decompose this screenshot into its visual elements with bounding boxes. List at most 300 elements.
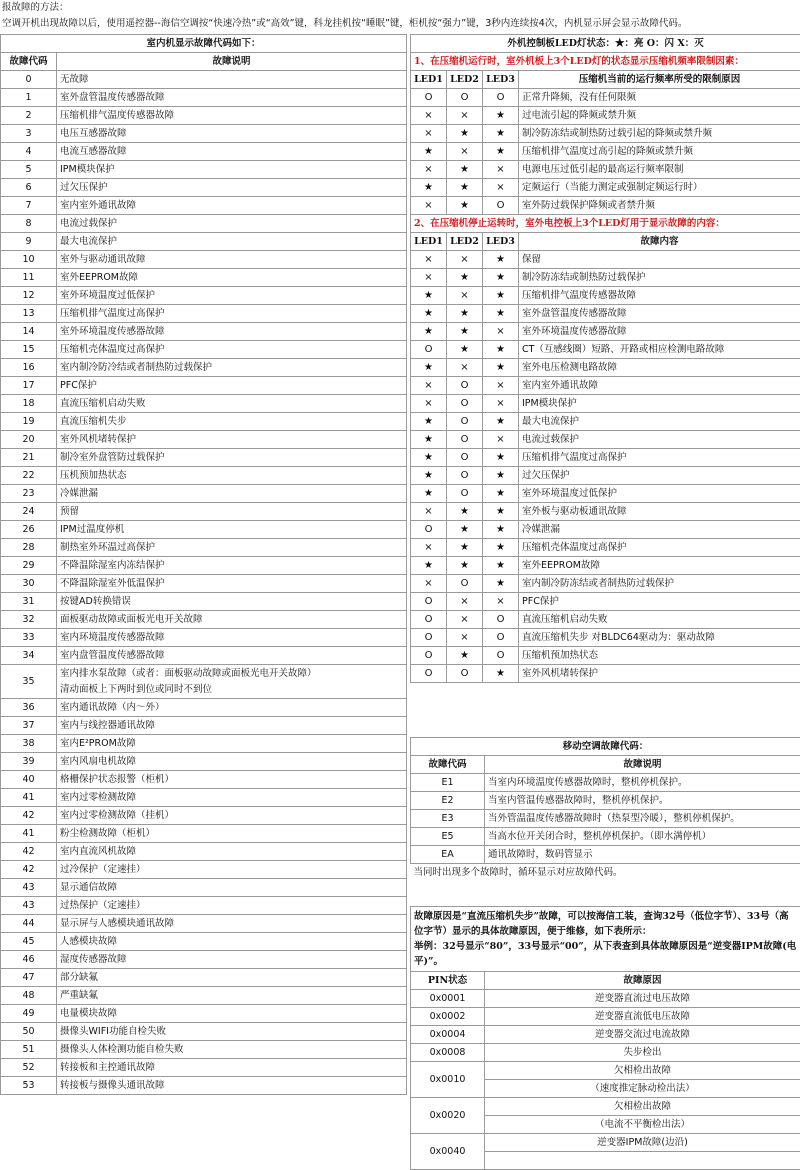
led-header: LED2	[447, 233, 483, 251]
fault-code: 45	[1, 933, 57, 951]
fault-code: 6	[1, 179, 57, 197]
led-state: ★	[483, 269, 519, 287]
led-state: ×	[411, 269, 447, 287]
led-reason: 压缩机排气温度过高保护	[519, 449, 800, 467]
led-row	[411, 611, 800, 629]
led-state: O	[483, 629, 519, 647]
led-header: LED2	[447, 71, 483, 89]
fault-desc: 制冷室外盘管防过载保护	[57, 449, 407, 467]
fault-desc: 过冷保护（定速挂）	[57, 861, 407, 879]
led-row	[411, 665, 800, 683]
intro-line-1: 报故障的方法：	[2, 0, 798, 16]
led-row	[411, 557, 800, 575]
led-reason: 压缩机排气温度传感器故障	[519, 287, 800, 305]
fault-desc: 室内E²PROM故障	[57, 735, 407, 753]
fault-row	[1, 593, 407, 611]
led-state: ×	[411, 161, 447, 179]
led-row	[411, 503, 800, 521]
fault-desc: 电量模块故障	[57, 1005, 407, 1023]
fault-row	[1, 735, 407, 753]
fault-row	[1, 179, 407, 197]
fault-code: 26	[1, 521, 57, 539]
led-state: ×	[483, 395, 519, 413]
col-header-code: 故障代码	[1, 53, 57, 71]
fault-desc-line: 清动面板上下两时到位或同时不到位	[60, 682, 403, 698]
fault-code: 30	[1, 575, 57, 593]
led-state: ★	[447, 161, 483, 179]
pin-reason-detail: （电流不平衡检出法）	[485, 1116, 800, 1134]
fault-row	[1, 233, 407, 251]
led-state: O	[411, 647, 447, 665]
reason-header: 故障内容	[519, 233, 800, 251]
led-state: O	[411, 521, 447, 539]
led-state: ★	[483, 125, 519, 143]
led-row	[411, 395, 800, 413]
led-state: ×	[447, 593, 483, 611]
fault-desc: 最大电流保护	[57, 233, 407, 251]
led-state: O	[447, 395, 483, 413]
fault-desc: 摄像头人体检测功能自检失败	[57, 1041, 407, 1059]
pin-reason: 逆变器直流过电压故障	[485, 990, 800, 1008]
fault-desc: 室外环境温度过低保护	[57, 287, 407, 305]
fault-desc: 格栅保护状态报警（柜机）	[57, 771, 407, 789]
fault-row	[1, 1059, 407, 1077]
fault-desc: 室内直流风机故障	[57, 843, 407, 861]
led-state: O	[447, 413, 483, 431]
fault-row	[1, 503, 407, 521]
led-state: ★	[483, 341, 519, 359]
led-state: ★	[447, 269, 483, 287]
fault-code: 11	[1, 269, 57, 287]
fault-desc: 无故障	[57, 71, 407, 89]
fault-code: 48	[1, 987, 57, 1005]
led-row	[411, 305, 800, 323]
fault-code: 42	[1, 807, 57, 825]
pin-col-pin: PIN状态	[411, 972, 485, 990]
fault-code: 16	[1, 359, 57, 377]
led-state: ★	[483, 143, 519, 161]
fault-desc: 按键AD转换错误	[57, 593, 407, 611]
fault-desc: 不降温除湿室外低温保护	[57, 575, 407, 593]
led-state: ★	[483, 539, 519, 557]
fault-row	[1, 269, 407, 287]
fault-desc: 室内与线控器通讯故障	[57, 717, 407, 735]
fault-desc: 电压互感器故障	[57, 125, 407, 143]
pin-row	[411, 1044, 800, 1062]
led-row	[411, 431, 800, 449]
fault-desc: 室外风机堵转保护	[57, 431, 407, 449]
fault-desc: 预留	[57, 503, 407, 521]
led-reason: 压缩机排气温度过高引起的降频或禁升频	[519, 143, 800, 161]
reason-header: 压缩机当前的运行频率所受的限制原因	[519, 71, 800, 89]
fault-desc: 室内过零检测故障（挂机）	[57, 807, 407, 825]
led-state: ★	[447, 647, 483, 665]
intro	[2, 0, 798, 32]
fault-desc: 湿度传感器故障	[57, 951, 407, 969]
fault-row	[1, 897, 407, 915]
led-reason: 压缩机壳体温度过高保护	[519, 539, 800, 557]
fault-row	[1, 413, 407, 431]
led-reason: 制冷防冻结或制热防过载保护	[519, 269, 800, 287]
led-state: ★	[411, 413, 447, 431]
fault-code: 12	[1, 287, 57, 305]
led-reason: 室外EEPROM故障	[519, 557, 800, 575]
fault-row	[1, 951, 407, 969]
led-reason: 最大电流保护	[519, 413, 800, 431]
fault-code: 41	[1, 825, 57, 843]
pin-code: 0x0004	[411, 1026, 485, 1044]
fault-code: 0	[1, 71, 57, 89]
led-state: O	[447, 467, 483, 485]
desync-note-line-1: 故障原因是“直流压缩机失步”故障，可以按海信工装，查询32号（低位字节）、33号（高位字节）显示的具体故障原因，便于维修，如下表所示：	[414, 909, 797, 939]
fault-desc: 室内环境温度传感器故障	[57, 629, 407, 647]
fault-desc	[57, 665, 407, 699]
pin-code: 0x0001	[411, 990, 485, 1008]
led-row	[411, 521, 800, 539]
fault-desc: IPM过温度停机	[57, 521, 407, 539]
fault-code: 47	[1, 969, 57, 987]
led-reason: CT（互感线圈）短路、开路或相应检测电路故障	[519, 341, 800, 359]
fault-desc: 室内制冷防冷结或者制热防过载保护	[57, 359, 407, 377]
fault-code: 40	[1, 771, 57, 789]
led-state: ★	[483, 107, 519, 125]
mobile-row	[411, 774, 800, 792]
led-state: ★	[483, 251, 519, 269]
pin-reason: 欠相检出故障	[485, 1098, 800, 1116]
fault-row	[1, 933, 407, 951]
fault-row	[1, 197, 407, 215]
fault-code: 3	[1, 125, 57, 143]
led-row	[411, 575, 800, 593]
fault-desc: 压机预加热状态	[57, 467, 407, 485]
fault-row	[1, 825, 407, 843]
fault-code: 42	[1, 843, 57, 861]
led-row	[411, 179, 800, 197]
led-reason: IPM模块保护	[519, 395, 800, 413]
fault-row	[1, 143, 407, 161]
led-row	[411, 593, 800, 611]
fault-row	[1, 1023, 407, 1041]
led-state: ×	[411, 539, 447, 557]
led-reason: 直流压缩机启动失败	[519, 611, 800, 629]
led-state: ×	[483, 431, 519, 449]
led-reason: 室外防过载保护降频或者禁升频	[519, 197, 800, 215]
pin-reason: 逆变器交流过电流故障	[485, 1026, 800, 1044]
fault-desc: 显示屏与人感模块通讯故障	[57, 915, 407, 933]
fault-code: 42	[1, 861, 57, 879]
fault-code: 17	[1, 377, 57, 395]
led-state: O	[411, 629, 447, 647]
pin-row	[411, 1008, 800, 1026]
led-row	[411, 323, 800, 341]
fault-row	[1, 699, 407, 717]
led-reason: 冷媒泄漏	[519, 521, 800, 539]
fault-desc: 室外与驱动通讯故障	[57, 251, 407, 269]
mobile-footer: 当同时出现多个故障时，循环显示对应故障代码。	[411, 864, 800, 882]
pin-row	[411, 1062, 800, 1080]
fault-desc: 室内盘管温度传感器故障	[57, 647, 407, 665]
led-state: O	[411, 593, 447, 611]
led-state: O	[411, 341, 447, 359]
led-state: ×	[447, 143, 483, 161]
fault-row	[1, 987, 407, 1005]
fault-desc: 过热保护（定速挂）	[57, 897, 407, 915]
led-state: O	[447, 575, 483, 593]
led-state: ★	[447, 539, 483, 557]
mobile-desc: 当室内管温传感器故障时，整机停机保护。	[485, 792, 800, 810]
led-state: O	[411, 665, 447, 683]
mobile-row	[411, 846, 800, 864]
fault-code: 18	[1, 395, 57, 413]
mobile-code: E2	[411, 792, 485, 810]
led-state: ★	[483, 359, 519, 377]
led-reason: 直流压缩机失步 对BLDC64驱动为：驱动故障	[519, 629, 800, 647]
led-state: ★	[447, 125, 483, 143]
fault-row	[1, 629, 407, 647]
mobile-desc: 当外管温温度传感器故障时（热泵型冷暖），整机停机保护。	[485, 810, 800, 828]
led-reason: PFC保护	[519, 593, 800, 611]
fault-row	[1, 843, 407, 861]
led-state: ★	[411, 485, 447, 503]
led-row	[411, 143, 800, 161]
led-state: O	[447, 377, 483, 395]
fault-row	[1, 161, 407, 179]
fault-code: 35	[1, 665, 57, 699]
fault-row	[1, 467, 407, 485]
fault-row	[1, 449, 407, 467]
fault-code: 14	[1, 323, 57, 341]
led-state: ×	[483, 593, 519, 611]
mobile-row	[411, 828, 800, 846]
led-header: LED1	[411, 233, 447, 251]
mobile-code: E1	[411, 774, 485, 792]
fault-code: 43	[1, 879, 57, 897]
pin-code: 0x0010	[411, 1062, 485, 1098]
led-state: ×	[411, 251, 447, 269]
led-reason: 压缩机预加热状态	[519, 647, 800, 665]
led-state: ★	[483, 575, 519, 593]
fault-code: 51	[1, 1041, 57, 1059]
fault-desc: 部分缺氟	[57, 969, 407, 987]
led-row	[411, 449, 800, 467]
led-row	[411, 269, 800, 287]
fault-desc: 压缩机壳体温度过高保护	[57, 341, 407, 359]
fault-code: 39	[1, 753, 57, 771]
fault-code: 15	[1, 341, 57, 359]
fault-row	[1, 89, 407, 107]
fault-row	[1, 861, 407, 879]
fault-row	[1, 1077, 407, 1095]
fault-desc: 冷媒泄漏	[57, 485, 407, 503]
led-state: O	[447, 89, 483, 107]
fault-code: 9	[1, 233, 57, 251]
fault-row	[1, 107, 407, 125]
fault-code: 28	[1, 539, 57, 557]
fault-code: 33	[1, 629, 57, 647]
fault-code: 21	[1, 449, 57, 467]
fault-desc: 室内通讯故障（内～外）	[57, 699, 407, 717]
mobile-code: E5	[411, 828, 485, 846]
mobile-code: EA	[411, 846, 485, 864]
led-state: ★	[483, 305, 519, 323]
led-row	[411, 287, 800, 305]
fault-code: 50	[1, 1023, 57, 1041]
fault-code: 53	[1, 1077, 57, 1095]
led-row	[411, 125, 800, 143]
fault-desc: 室外EEPROM故障	[57, 269, 407, 287]
led-state: ×	[447, 287, 483, 305]
fault-row	[1, 1041, 407, 1059]
led-reason: 室内制冷防冻结或者制热防过载保护	[519, 575, 800, 593]
led-state: O	[447, 485, 483, 503]
led-state: ×	[447, 611, 483, 629]
outdoor-led-table	[410, 34, 800, 683]
fault-code: 13	[1, 305, 57, 323]
fault-row	[1, 287, 407, 305]
pin-reason-detail: （速度推定脉动检出法）	[485, 1080, 800, 1098]
led-state: ★	[483, 521, 519, 539]
fault-desc: 直流压缩机失步	[57, 413, 407, 431]
fault-desc: 压缩机排气温度过高保护	[57, 305, 407, 323]
fault-row	[1, 647, 407, 665]
led-state: ×	[447, 629, 483, 647]
fault-row	[1, 359, 407, 377]
pin-code: 0x0040	[411, 1134, 485, 1170]
fault-row	[1, 557, 407, 575]
led-reason: 过电流引起的降频或禁升频	[519, 107, 800, 125]
pin-reason: 失步检出	[485, 1044, 800, 1062]
led-state: O	[447, 665, 483, 683]
fault-code: 4	[1, 143, 57, 161]
led-reason: 电流过载保护	[519, 431, 800, 449]
fault-row	[1, 717, 407, 735]
led-reason: 室外环境温度传感器故障	[519, 323, 800, 341]
led-row	[411, 107, 800, 125]
led-state: ×	[483, 179, 519, 197]
led-row	[411, 359, 800, 377]
led-state: ×	[411, 377, 447, 395]
led-reason: 室外盘管温度传感器故障	[519, 305, 800, 323]
led-row	[411, 197, 800, 215]
fault-desc: 直流压缩机启动失败	[57, 395, 407, 413]
led-reason: 室外环境温度过低保护	[519, 485, 800, 503]
pin-row	[411, 1026, 800, 1044]
led-row	[411, 251, 800, 269]
fault-row	[1, 575, 407, 593]
fault-desc: 不降温除湿室内冻结保护	[57, 557, 407, 575]
fault-desc: 室内过零检测故障	[57, 789, 407, 807]
pin-reason: 欠相检出故障	[485, 1062, 800, 1080]
led-state: O	[483, 647, 519, 665]
led-state: O	[483, 197, 519, 215]
pin-reason-detail	[485, 1152, 800, 1170]
fault-code: 32	[1, 611, 57, 629]
fault-desc: 人感模块故障	[57, 933, 407, 951]
led-state: ×	[447, 359, 483, 377]
fault-row	[1, 395, 407, 413]
led-state: ★	[447, 305, 483, 323]
fault-row	[1, 753, 407, 771]
led-state: ★	[447, 341, 483, 359]
fault-desc: 室外盘管温度传感器故障	[57, 89, 407, 107]
fault-code: 49	[1, 1005, 57, 1023]
fault-code: 41	[1, 789, 57, 807]
mobile-ac-table	[410, 737, 800, 882]
led-state: ★	[411, 143, 447, 161]
led-state: ×	[483, 323, 519, 341]
led-state: ×	[411, 575, 447, 593]
led-state: ×	[411, 503, 447, 521]
fault-desc-line: 室内排水泵故障（或者：面板驱动故障或面板光电开关故障）	[60, 666, 403, 682]
pin-code: 0x0020	[411, 1098, 485, 1134]
led-row	[411, 467, 800, 485]
pin-code: 0x0008	[411, 1044, 485, 1062]
fault-desc: 室内风扇电机故障	[57, 753, 407, 771]
fault-desc: 过欠压保护	[57, 179, 407, 197]
fault-code: 29	[1, 557, 57, 575]
led-state: ×	[447, 251, 483, 269]
led-reason: 过欠压保护	[519, 467, 800, 485]
mobile-row	[411, 792, 800, 810]
pin-reason: 逆变器直流低电压故障	[485, 1008, 800, 1026]
led-reason: 室外板与驱动板通讯故障	[519, 503, 800, 521]
led-state: ×	[483, 161, 519, 179]
fault-code: 7	[1, 197, 57, 215]
led-state: O	[447, 449, 483, 467]
led-state: ★	[483, 503, 519, 521]
fault-row	[1, 305, 407, 323]
led-reason: 制冷防冻结或制热防过载引起的降频或禁升频	[519, 125, 800, 143]
mobile-col-desc: 故障说明	[485, 756, 800, 774]
fault-code: 52	[1, 1059, 57, 1077]
fault-code: 1	[1, 89, 57, 107]
fault-desc: 摄像头WIFI功能自检失败	[57, 1023, 407, 1041]
led-state: ★	[411, 557, 447, 575]
desync-note-line-2: 举例：32号显示“80”，33号显示“00”，从下表查到具体故障原因是“逆变器IPM故障(电平)”。	[414, 939, 797, 969]
pin-reason: 逆变器IPM故障(边沿)	[485, 1134, 800, 1152]
led-row	[411, 629, 800, 647]
fault-code: 38	[1, 735, 57, 753]
fault-code: 2	[1, 107, 57, 125]
fault-code: 43	[1, 897, 57, 915]
led-state: ★	[411, 287, 447, 305]
fault-desc: 室内室外通讯故障	[57, 197, 407, 215]
led-state: ★	[411, 305, 447, 323]
fault-code: 24	[1, 503, 57, 521]
led-state: O	[411, 89, 447, 107]
led-reason: 保留	[519, 251, 800, 269]
fault-row	[1, 879, 407, 897]
fault-desc: 室外环境温度传感器故障	[57, 323, 407, 341]
pin-status-table	[410, 906, 800, 1170]
led-state: O	[447, 431, 483, 449]
fault-row	[1, 915, 407, 933]
led-state: ★	[483, 665, 519, 683]
led-state: ★	[411, 179, 447, 197]
fault-code: 31	[1, 593, 57, 611]
mobile-col-code: 故障代码	[411, 756, 485, 774]
section-1-heading: 1、在压缩机运行时，室外机板上3个LED灯的状态显示压缩机频率限制因素：	[411, 53, 800, 71]
fault-row	[1, 807, 407, 825]
led-reason: 电源电压过低引起的最高运行频率限制	[519, 161, 800, 179]
led-state: ★	[483, 485, 519, 503]
led-state: ★	[483, 557, 519, 575]
pin-row	[411, 990, 800, 1008]
fault-code: 10	[1, 251, 57, 269]
section-2-heading: 2、在压缩机停止运转时，室外电控板上3个LED灯用于显示故障的内容：	[411, 215, 800, 233]
fault-desc: 电流互感器故障	[57, 143, 407, 161]
mobile-desc: 当高水位开关闭合时，整机停机保护。（即水满停机）	[485, 828, 800, 846]
